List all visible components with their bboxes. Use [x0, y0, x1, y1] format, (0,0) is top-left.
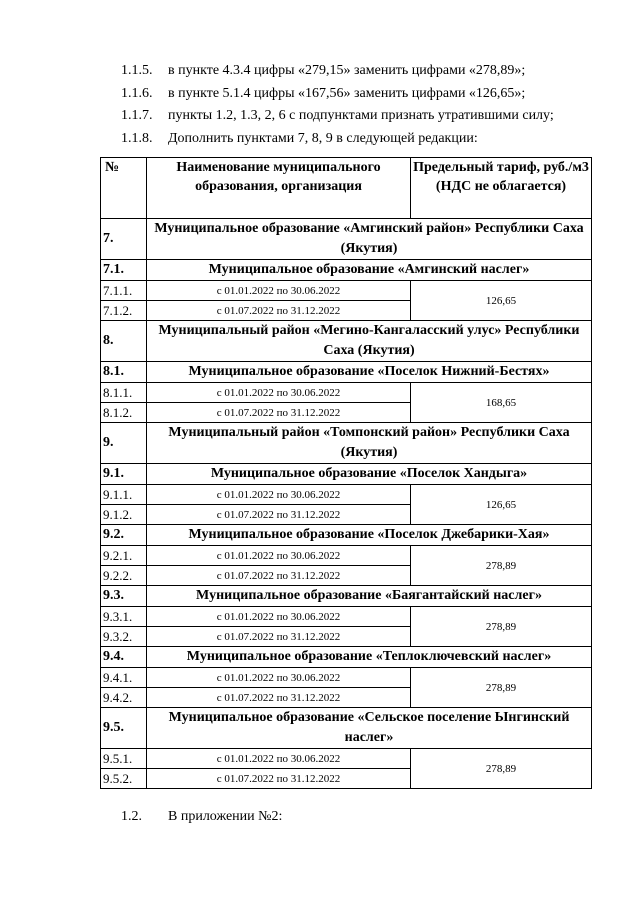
item-number: 1.1.7. [121, 108, 153, 123]
table-row [101, 281, 592, 301]
subsection-title: Муниципальное образование «Поселок Хандыга» [147, 464, 592, 485]
row-number: 7.1.2. [101, 301, 147, 321]
period-cell: с 01.01.2022 по 30.06.2022 [147, 383, 411, 403]
row-number: 9.4.2. [101, 688, 147, 708]
item-number: 1.2. [121, 809, 142, 824]
list-item [121, 128, 621, 151]
row-number: 8.1. [101, 362, 147, 383]
row-number: 9.4. [101, 647, 147, 668]
item-text: В приложении №2: [168, 809, 283, 824]
table-row [101, 219, 592, 260]
table-row [101, 260, 592, 281]
item-number: 1.1.5. [121, 63, 153, 78]
tariff-cell: 278,89 [411, 546, 592, 586]
period-cell: с 01.07.2022 по 31.12.2022 [147, 688, 411, 708]
list-item [121, 60, 621, 83]
tariff-cell: 168,65 [411, 383, 592, 423]
row-number: 9.3.1. [101, 607, 147, 627]
table-row [101, 423, 592, 464]
period-cell: с 01.01.2022 по 30.06.2022 [147, 668, 411, 688]
row-number: 8. [101, 321, 147, 362]
table-row [101, 708, 592, 749]
row-number: 7. [101, 219, 147, 260]
row-number: 9.5.2. [101, 769, 147, 789]
item-number: 1.1.6. [121, 85, 153, 101]
row-number: 9.3. [101, 586, 147, 607]
row-number: 9.2.2. [101, 566, 147, 586]
row-number: 9.3.2. [101, 627, 147, 647]
row-number: 9.1.2. [101, 505, 147, 525]
row-number: 9.5.1. [101, 749, 147, 769]
row-number: 9.2.1. [101, 546, 147, 566]
table-row [101, 668, 592, 688]
tariff-cell: 278,89 [411, 607, 592, 647]
row-number: 9.1. [101, 464, 147, 485]
tariff-cell: 126,65 [411, 485, 592, 525]
item-text: пункты 1.2, 1.3, 2, 6 с подпунктами признать утратившими силу; [168, 108, 554, 123]
table-row [101, 749, 592, 769]
tariff-table [100, 157, 592, 789]
period-cell: с 01.07.2022 по 31.12.2022 [147, 301, 411, 321]
period-cell: с 01.07.2022 по 31.12.2022 [147, 403, 411, 423]
amendment-list [121, 60, 621, 150]
footer-item [121, 809, 282, 825]
period-cell: с 01.01.2022 по 30.06.2022 [147, 749, 411, 769]
section-title: Муниципальное образование «Амгинский район» Республики Саха (Якутия) [147, 219, 592, 260]
row-number: 9.2. [101, 525, 147, 546]
period-cell: с 01.01.2022 по 30.06.2022 [147, 485, 411, 505]
subsection-title: Муниципальное образование «Теплоключевский наслег» [147, 647, 592, 668]
section-title: Муниципальное образование «Сельское поселение Ынгинский наслег» [147, 708, 592, 749]
tariff-cell: 126,65 [411, 281, 592, 321]
header-name: Наименование муниципального образования, организация [147, 158, 411, 219]
row-number: 9.5. [101, 708, 147, 749]
item-text: Дополнить пунктами 7, 8, 9 в следующей редакции: [168, 130, 478, 146]
tariff-cell: 278,89 [411, 749, 592, 789]
section-title: Муниципальный район «Мегино-Кангаласский улус» Республики Саха (Якутия) [147, 321, 592, 362]
row-number: 9. [101, 423, 147, 464]
header-tariff: Предельный тариф, руб./м3 (НДС не облагается) [411, 158, 592, 219]
row-number: 8.1.2. [101, 403, 147, 423]
list-item [121, 105, 621, 128]
subsection-title: Муниципальное образование «Амгинский наслег» [147, 260, 592, 281]
period-cell: с 01.07.2022 по 31.12.2022 [147, 627, 411, 647]
period-cell: с 01.01.2022 по 30.06.2022 [147, 607, 411, 627]
table-row [101, 647, 592, 668]
header-number: № [101, 158, 147, 219]
subsection-title: Муниципальное образование «Поселок Нижний-Бестях» [147, 362, 592, 383]
table-row [101, 383, 592, 403]
period-cell: с 01.07.2022 по 31.12.2022 [147, 769, 411, 789]
period-cell: с 01.07.2022 по 31.12.2022 [147, 505, 411, 525]
subsection-title: Муниципальное образование «Баягантайский наслег» [147, 586, 592, 607]
table-header-row [101, 158, 592, 219]
period-cell: с 01.01.2022 по 30.06.2022 [147, 281, 411, 301]
table-row [101, 485, 592, 505]
table-row [101, 607, 592, 627]
table-row [101, 546, 592, 566]
row-number: 7.1.1. [101, 281, 147, 301]
tariff-cell: 278,89 [411, 668, 592, 708]
table-row [101, 362, 592, 383]
table-row [101, 586, 592, 607]
item-text: в пункте 5.1.4 цифры «167,56» заменить цифрами «126,65»; [168, 85, 526, 101]
item-text: в пункте 4.3.4 цифры «279,15» заменить цифрами «278,89»; [168, 63, 526, 78]
row-number: 7.1. [101, 260, 147, 281]
table-row [101, 525, 592, 546]
subsection-title: Муниципальное образование «Поселок Джебарики-Хая» [147, 525, 592, 546]
table-row [101, 464, 592, 485]
period-cell: с 01.01.2022 по 30.06.2022 [147, 546, 411, 566]
row-number: 9.4.1. [101, 668, 147, 688]
section-title: Муниципальный район «Томпонский район» Республики Саха (Якутия) [147, 423, 592, 464]
table-row [101, 321, 592, 362]
list-item [121, 83, 621, 106]
row-number: 8.1.1. [101, 383, 147, 403]
period-cell: с 01.07.2022 по 31.12.2022 [147, 566, 411, 586]
item-number: 1.1.8. [121, 130, 153, 146]
row-number: 9.1.1. [101, 485, 147, 505]
